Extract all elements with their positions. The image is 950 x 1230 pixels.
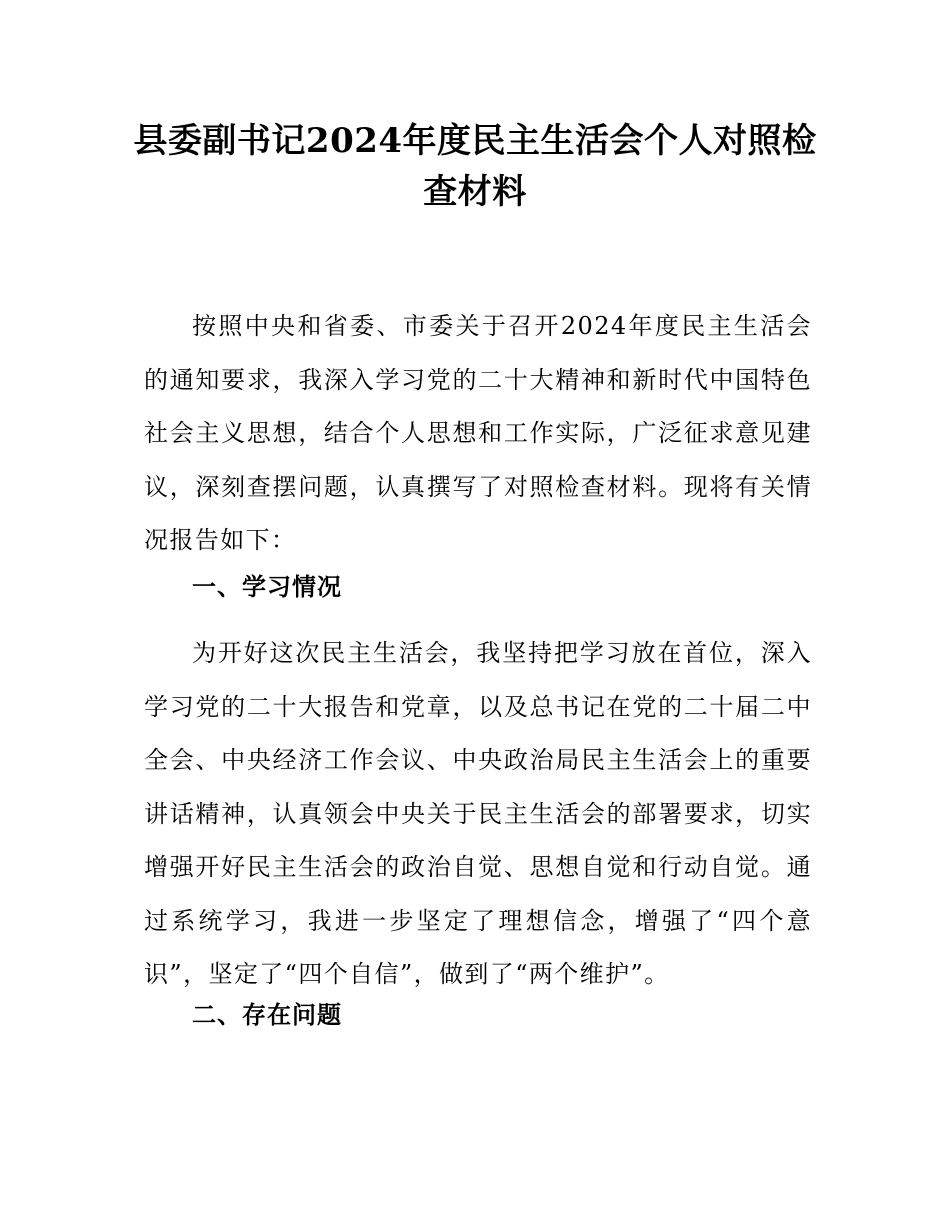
title-line-1: 县委副书记2024年度民主生活会个人对照检 bbox=[133, 121, 817, 161]
section-heading-problems: 二、存在问题 bbox=[192, 1001, 342, 1029]
intro-paragraph: 按照中央和省委、市委关于召开2024年度民主生活会的通知要求，我深入学习党的二十大精神和新时代中国特色社会主义思想，结合个人思想和工作实际，广泛征求意见建议，深刻查摆问题，认真撰写了对照检查材料。现将有关情况报告如下： bbox=[144, 312, 812, 554]
study-paragraph: 为开好这次民主生活会，我坚持把学习放在首位，深入学习党的二十大报告和党章，以及总书记在党的二十届二中全会、中央经济工作会议、中央政治局民主生活会上的重要讲话精神，认真领会中央关于民主生活会的部署要求，切实增强开好民主生活会的政治自觉、思想自觉和行动自觉。通过系统学习，我进一步坚定了理想信念，增强了“四个意识”，坚定了“四个自信”，做到了“两个维护”。 bbox=[144, 639, 812, 988]
title-line-2: 查材料 bbox=[423, 172, 527, 212]
section-heading-study: 一、学习情况 bbox=[192, 573, 342, 601]
document-title bbox=[120, 116, 830, 218]
